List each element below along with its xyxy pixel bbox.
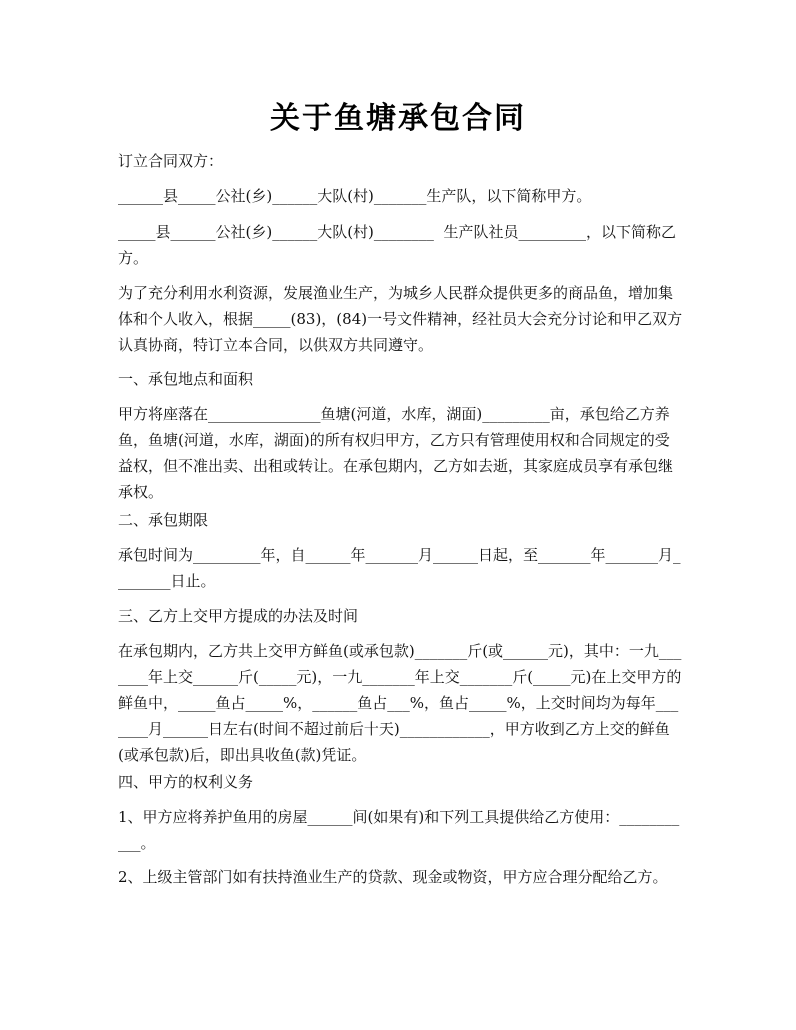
section-heading-payment: 三、乙方上交甲方提成的办法及时间 xyxy=(118,607,359,625)
section-heading-term: 二、承包期限 xyxy=(118,511,209,529)
party-a-clause-1: 1、甲方应将养护鱼用的房屋______间(如果有)和下列工具提供给乙方使用：___________。 xyxy=(118,808,680,852)
document-title: 关于鱼塘承包合同 xyxy=(270,101,526,136)
preamble-paragraph: 为了充分利用水利资源，发展渔业生产，为城乡人民群众提供更多的商品鱼，增加集体和个人收入，根据_____(83)，(84)一号文件精神，经社员大会充分讨论和甲乙双方认真协商，特订立本合同，以供双方共同遵守。 xyxy=(118,284,683,354)
party-b-line: _____县______公社(乡)______大队(村)________ 生产队社员_________，以下简称乙方。 xyxy=(118,223,676,267)
party-a-clause-2: 2、上级主管部门如有扶持渔业生产的贷款、现金或物资，甲方应合理分配给乙方。 xyxy=(118,868,668,886)
location-paragraph: 甲方将座落在_______________鱼塘(河道，水库，湖面)_________亩，承包给乙方养鱼，鱼塘(河道，水库，湖面)的所有权归甲方，乙方只有管理使用权和合同规定的受益权，但不准出卖、出租或转让。在承包期内，乙方如去逝，其家庭成员享有承包继承权。 xyxy=(118,405,674,501)
section-heading-location: 一、承包地点和面积 xyxy=(118,370,254,388)
section-heading-party-a-rights: 四、甲方的权利义务 xyxy=(118,773,254,791)
parties-intro: 订立合同双方： xyxy=(118,152,224,170)
term-paragraph: 承包时间为_________年，自______年_______月______日起，至_______年_______月________日止。 xyxy=(118,546,681,590)
payment-paragraph: 在承包期内，乙方共上交甲方鲜鱼(或承包款)_______斤(或______元)，其中：一九_______年上交______斤(_____元)，一九_______年上交_______斤(_____元)在上交甲方的鲜鱼中，_____鱼占_____%，______鱼占___%，鱼占_____%，上交时间均为每年_______月______日左右(时间不超过前后十天)____________，甲方收到乙方上交的鲜鱼(或承包款)后，即出具收鱼(款)凭证。 xyxy=(118,642,682,764)
party-a-line: ______县_____公社(乡)______大队(村)_______生产队，以下简称甲方。 xyxy=(118,187,592,205)
